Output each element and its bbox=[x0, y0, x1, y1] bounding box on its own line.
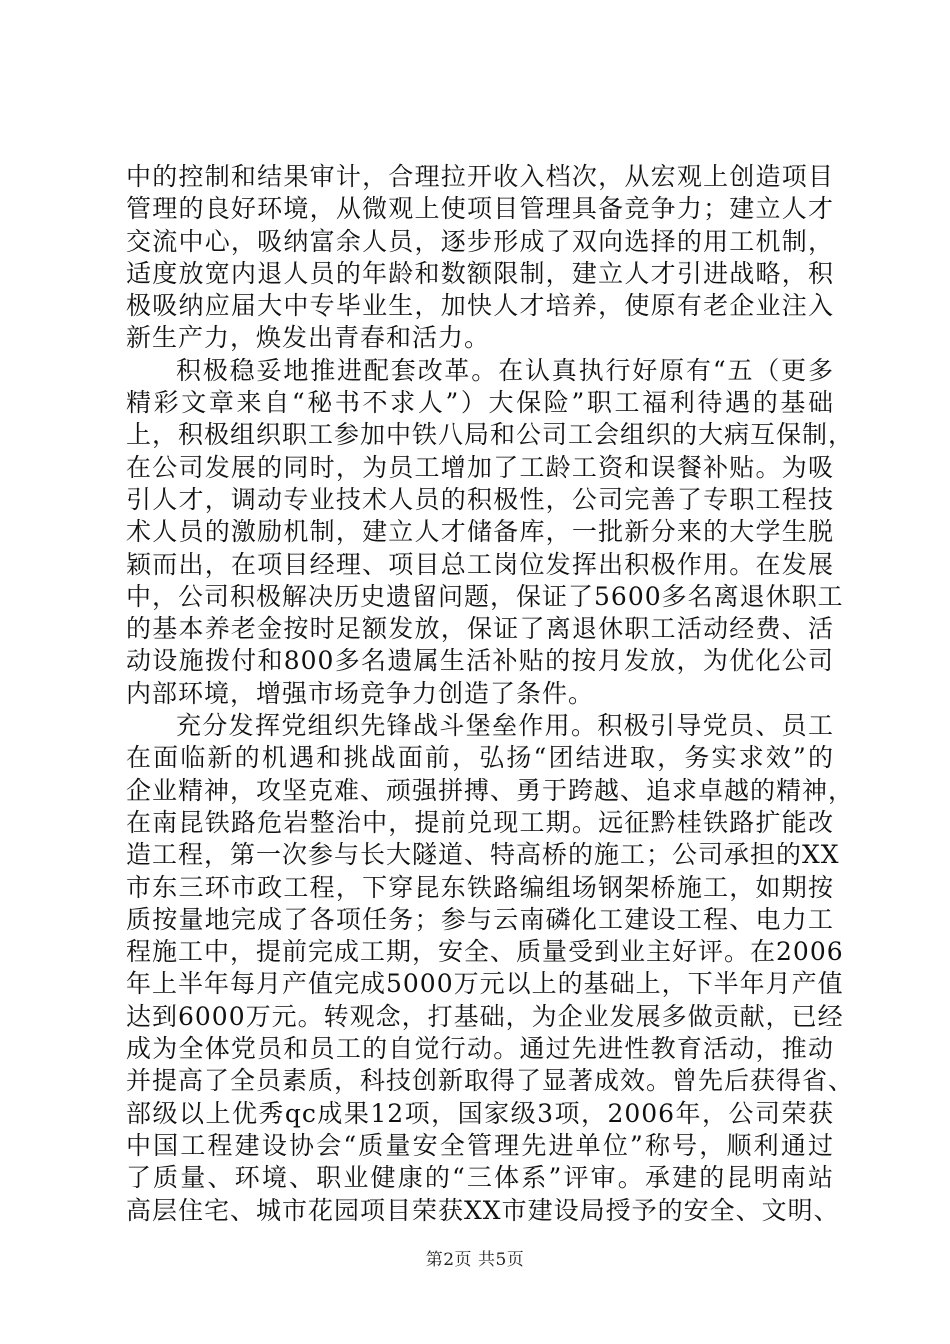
text-line: 新生产力，焕发出青春和活力。 bbox=[126, 323, 491, 353]
text-line: 中的控制和结果审计，合理拉开收入档次，从宏观上创造项目 bbox=[126, 162, 834, 191]
text-line: 交流中心，吸纳富余人员，逐步形成了双向选择的用工机制， bbox=[126, 226, 834, 256]
text-line: 精彩文章来自“秘书不求人”）大保险”职工福利待遇的基础 bbox=[126, 388, 834, 418]
text-line: 中，公司积极解决历史遗留问题，保证了5600多名离退休职工 bbox=[126, 581, 844, 611]
text-line: 引人才，调动专业技术人员的积极性，公司完善了专职工程技 bbox=[126, 484, 834, 514]
text-line: 中国工程建设协会“质量安全管理先进单位”称号，顺利通过 bbox=[126, 1130, 834, 1160]
paragraph-start-line: 充分发挥党组织先锋战斗堡垒作用。积极引导党员、员工 bbox=[176, 711, 834, 741]
text-line: 在公司发展的同时，为员工增加了工龄工资和误餐补贴。为吸 bbox=[126, 452, 834, 482]
text-line: 市东三环市政工程，下穿昆东铁路编组场钢架桥施工，如期按 bbox=[126, 872, 834, 902]
text-line: 在面临新的机遇和挑战面前，弘扬“团结进取，务实求效”的 bbox=[126, 743, 834, 773]
text-line: 动设施拨付和800多名遗属生活补贴的按月发放，为优化公司 bbox=[126, 646, 834, 676]
text-line: 术人员的激励机制，建立人才储备库，一批新分来的大学生脱 bbox=[126, 517, 834, 547]
body-text bbox=[126, 161, 855, 1227]
text-line: 适度放宽内退人员的年龄和数额限制，建立人才引进战略，积 bbox=[126, 258, 834, 288]
text-line: 达到6000万元。转观念，打基础，为企业发展多做贡献，已经 bbox=[126, 1001, 844, 1031]
text-line: 程施工中，提前完成工期，安全、质量受到业主好评。在2006 bbox=[126, 937, 844, 967]
text-line: 极吸纳应届大中专毕业生，加快人才培养，使原有老企业注入 bbox=[126, 291, 834, 321]
text-line: 年上半年每月产值完成5000万元以上的基础上，下半年月产值 bbox=[126, 969, 844, 999]
text-line: 了质量、环境、职业健康的“三体系”评审。承建的昆明南站 bbox=[126, 1163, 834, 1193]
text-line: 部级以上优秀qc成果12项，国家级3项，2006年，公司荣获 bbox=[126, 1098, 834, 1128]
text-line: 管理的良好环境，从微观上使项目管理具备竞争力；建立人才 bbox=[126, 194, 834, 224]
text-line: 成为全体党员和员工的自觉行动。通过先进性教育活动，推动 bbox=[126, 1034, 834, 1064]
text-line: 企业精神，攻坚克难、顽强拼搏、勇于跨越、追求卓越的精神， bbox=[126, 775, 855, 805]
paragraph-start-line: 积极稳妥地推进配套改革。在认真执行好原有“五（更多 bbox=[176, 355, 834, 385]
text-line: 并提高了全员素质，科技创新取得了显著成效。曾先后获得省、 bbox=[126, 1066, 855, 1096]
text-line: 内部环境，增强市场竞争力创造了条件。 bbox=[126, 678, 595, 708]
text-line: 颖而出，在项目经理、项目总工岗位发挥出积极作用。在发展 bbox=[126, 549, 834, 579]
text-line: 上，积极组织职工参加中铁八局和公司工会组织的大病互保制， bbox=[126, 420, 855, 450]
page-number-footer: 第2页 共5页 bbox=[425, 1250, 525, 1270]
text-line: 在南昆铁路危岩整治中，提前兑现工期。远征黔桂铁路扩能改 bbox=[126, 807, 834, 837]
text-line: 质按量地完成了各项任务；参与云南磷化工建设工程、电力工 bbox=[126, 904, 834, 934]
text-line: 的基本养老金按时足额发放，保证了离退休职工活动经费、活 bbox=[126, 614, 834, 644]
text-line: 造工程，第一次参与长大隧道、特高桥的施工；公司承担的XX bbox=[126, 840, 840, 870]
text-line: 高层住宅、城市花园项目荣获XX市建设局授予的安全、文明、 bbox=[126, 1195, 840, 1225]
